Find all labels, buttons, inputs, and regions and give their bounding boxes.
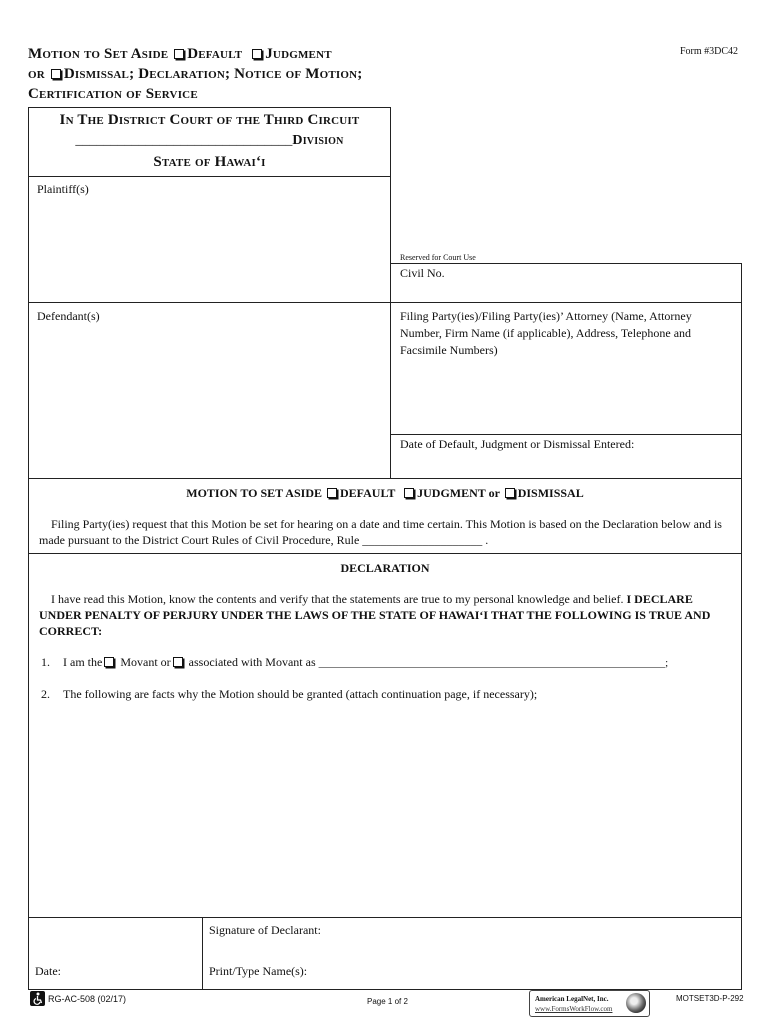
motion-judgment-checkbox-icon[interactable] bbox=[404, 488, 414, 498]
signature-label: Signature of Declarant: bbox=[209, 923, 321, 937]
motion-default-checkbox-icon[interactable] bbox=[327, 488, 337, 498]
motion-dismissal-checkbox-icon[interactable] bbox=[505, 488, 515, 498]
date-label: Date: bbox=[35, 964, 61, 978]
division-line bbox=[29, 133, 390, 149]
form-title-line-1: Motion to Set Aside Default Judgment bbox=[28, 46, 332, 62]
form-code: RG-AC-508 (02/17) bbox=[48, 994, 127, 1004]
plaintiff-box[interactable] bbox=[28, 176, 391, 303]
dismissal-checkbox-icon[interactable] bbox=[51, 69, 61, 79]
form-title bbox=[28, 44, 408, 104]
facts-area[interactable] bbox=[39, 709, 731, 909]
default-checkbox-icon[interactable] bbox=[174, 49, 184, 59]
accessibility-icon bbox=[30, 991, 45, 1006]
state-name: State of Hawai‘i bbox=[153, 154, 266, 170]
date-default-box[interactable] bbox=[390, 434, 742, 479]
filing-party-label: Filing Party(ies)/Filing Party(ies)’ Attorney (Name, Attorney Number, Firm Name (if applicable), Address, Telephone and Facsimile Numbers) bbox=[400, 309, 692, 357]
declaration-oath: I DECLARE UNDER PENALTY OF PERJURY UNDER THE LAWS OF THE STATE OF HAWAI‘I THAT THE FOLLOWING IS TRUE AND CORRECT: bbox=[39, 592, 711, 638]
declaration-heading: DECLARATION bbox=[340, 561, 430, 575]
document-code: MOTSET3D-P-292 bbox=[676, 994, 744, 1003]
filing-party-box[interactable] bbox=[390, 302, 742, 435]
declaration-section bbox=[28, 553, 742, 918]
judgment-checkbox-icon[interactable] bbox=[252, 49, 262, 59]
form-number: Form #3DC42 bbox=[680, 46, 739, 57]
division-blank[interactable]: _______________________________ bbox=[75, 133, 293, 148]
civil-no-label: Civil No. bbox=[400, 266, 445, 280]
association-blank[interactable]: _______________________________________________________________; bbox=[318, 657, 669, 669]
signature-box[interactable] bbox=[202, 917, 742, 990]
motion-body: Filing Party(ies) request that this Motion be set for hearing on a date and time certain. This Motion is based on the Declaration below and is made pursuant to the District Court Rules of Civil Procedure, Rule ____________________ . bbox=[39, 517, 722, 547]
publisher-badge bbox=[529, 990, 650, 1017]
defendant-label: Defendant(s) bbox=[37, 309, 100, 323]
motion-heading: MOTION TO SET ASIDE DEFAULT JUDGMENT or DISMISSAL bbox=[186, 486, 584, 500]
form-title-line-2: or Dismissal; Declaration; Notice of Motion; bbox=[28, 66, 363, 82]
court-name: In The District Court of the Third Circuit bbox=[59, 112, 360, 128]
civil-no-box[interactable] bbox=[390, 263, 742, 303]
page-number: Page 1 of 2 bbox=[367, 997, 408, 1006]
publisher-url[interactable]: www.FormsWorkFlow.com bbox=[535, 1005, 613, 1013]
court-caption-box bbox=[28, 107, 391, 177]
wheelchair-icon bbox=[30, 991, 45, 1006]
date-default-label: Date of Default, Judgment or Dismissal Entered: bbox=[400, 437, 635, 451]
globe-icon bbox=[626, 993, 646, 1013]
declaration-item-2: 2. The following are facts why the Motion should be granted (attach continuation page, if necessary); bbox=[41, 687, 538, 701]
plaintiff-label: Plaintiff(s) bbox=[37, 182, 89, 196]
division-label: Division bbox=[292, 133, 344, 148]
associated-checkbox-icon[interactable] bbox=[173, 657, 183, 667]
declaration-intro: I have read this Motion, know the contents and verify that the statements are true to my personal knowledge and belief. I DECLARE UNDER PENALTY OF PERJURY UNDER THE LAWS OF THE STATE OF HAWAI‘I THAT THE FOLLOWING IS TRUE AND CORRECT: bbox=[39, 592, 711, 638]
declaration-item-1: 1. I am the Movant or associated with Movant as _______________________________________________________________; bbox=[41, 655, 669, 669]
movant-checkbox-icon[interactable] bbox=[104, 657, 114, 667]
reserved-court-use-label: Reserved for Court Use bbox=[400, 253, 476, 262]
form-title-line-3: Certification of Service bbox=[28, 86, 198, 102]
defendant-box[interactable] bbox=[28, 302, 391, 479]
date-box[interactable] bbox=[28, 917, 203, 990]
print-name-label: Print/Type Name(s): bbox=[209, 964, 308, 978]
publisher-name: American LegalNet, Inc. bbox=[535, 995, 609, 1003]
motion-section bbox=[28, 478, 742, 554]
